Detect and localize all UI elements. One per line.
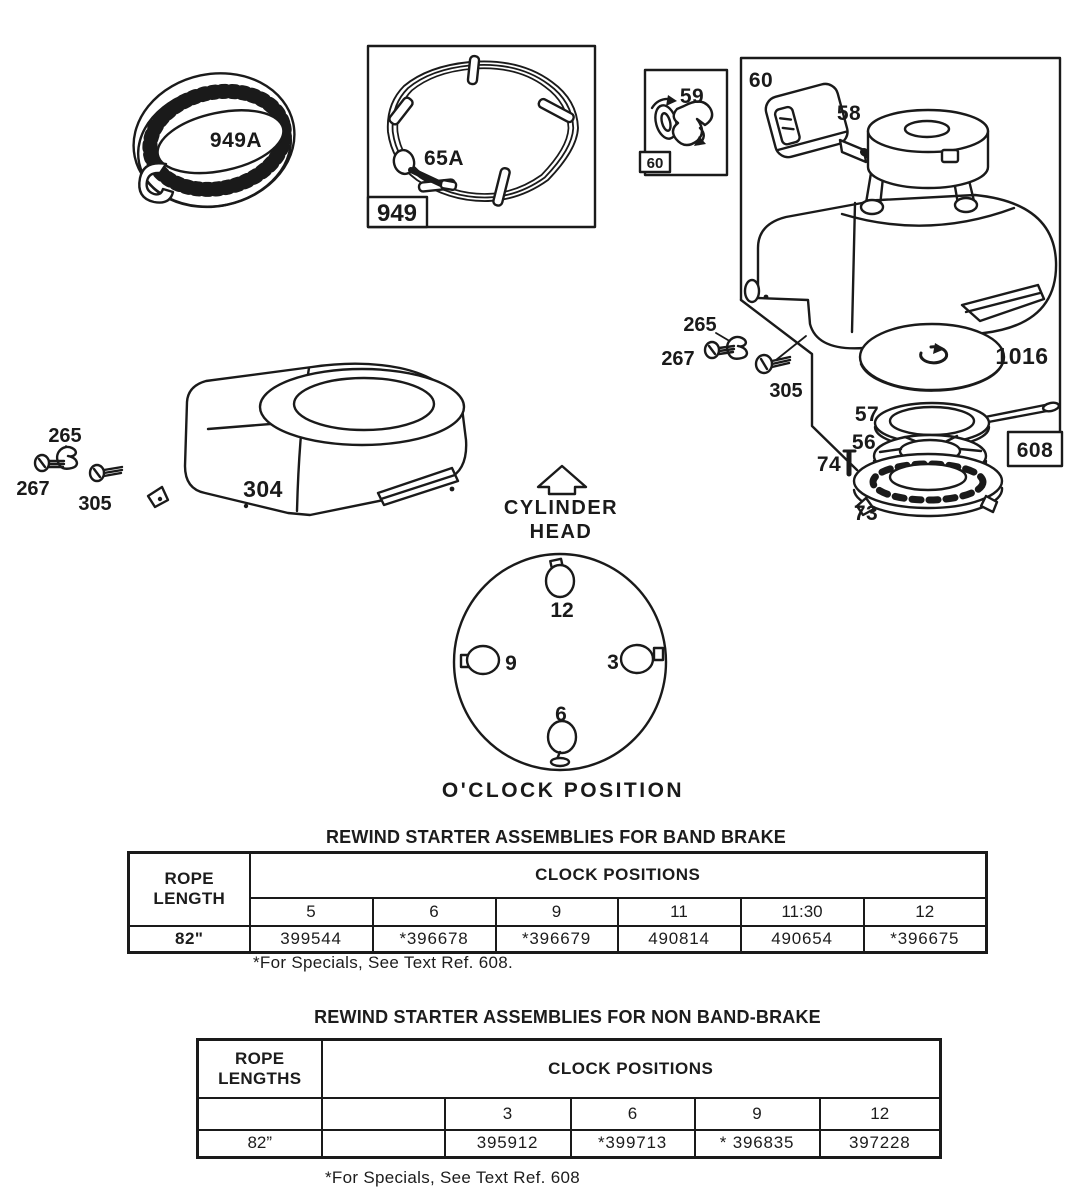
part-number-cell: 399544 xyxy=(250,926,373,953)
rope-lengths-header: ROPE LENGTHS xyxy=(198,1040,322,1098)
part-label-305-right: 305 xyxy=(769,380,803,402)
part-label-58: 58 xyxy=(836,102,862,125)
clock-number-3: 3 xyxy=(607,651,619,674)
rope-clip xyxy=(468,56,480,85)
band-brake-footnote: *For Specials, See Text Ref. 608. xyxy=(253,953,513,972)
part-label-59: 59 xyxy=(679,85,705,108)
non-band-brake-table xyxy=(196,1038,942,1159)
rope-length-header: ROPE LENGTH xyxy=(129,853,250,926)
part-label-949A: 949A xyxy=(209,129,263,152)
col-header: 12 xyxy=(864,898,987,926)
rope-end xyxy=(983,405,1047,423)
col-header: 6 xyxy=(373,898,496,926)
blank-cell xyxy=(198,1098,322,1130)
part-label-74: 74 xyxy=(816,453,842,476)
washer-1016-drawing xyxy=(860,324,1004,391)
rope-length-value: 82" xyxy=(129,926,250,953)
oclock-position-caption: O'CLOCK POSITION xyxy=(441,779,685,802)
rope-handle-3 xyxy=(621,645,653,673)
cylinder-head-arrow xyxy=(538,466,586,494)
bolt-305 xyxy=(90,465,122,481)
table-row xyxy=(198,1130,941,1158)
part-number-cell: 397228 xyxy=(820,1130,941,1158)
blower-housing-304-drawing xyxy=(148,364,466,515)
part-number-cell: 395912 xyxy=(445,1130,571,1158)
part-label-305-left: 305 xyxy=(78,493,112,515)
part-number-cell: 490814 xyxy=(618,926,741,953)
part-number-cell: *399713 xyxy=(571,1130,695,1158)
bolt-305 xyxy=(756,355,790,373)
col-header: 12 xyxy=(820,1098,941,1130)
part-label-65A: 65A xyxy=(423,147,465,170)
clock-number-9: 9 xyxy=(505,652,517,675)
band-brake-table-title: REWIND STARTER ASSEMBLIES FOR BAND BRAKE xyxy=(325,827,786,847)
part-number-cell: 490654 xyxy=(741,926,864,953)
blank-cell xyxy=(322,1098,445,1130)
part-label-265-left: 265 xyxy=(48,425,82,447)
non-band-brake-table-title: REWIND STARTER ASSEMBLIES FOR NON BAND-BRAKE xyxy=(314,1007,821,1027)
clock-number-6: 6 xyxy=(555,703,567,726)
part-label-265-right: 265 xyxy=(683,314,717,336)
clock-number-12: 12 xyxy=(550,599,574,622)
part-number-cell: *396679 xyxy=(496,926,618,953)
tag-60: 60 xyxy=(646,155,664,172)
part-label-1016: 1016 xyxy=(995,343,1049,369)
col-header: 9 xyxy=(695,1098,820,1130)
col-header: 3 xyxy=(445,1098,571,1130)
col-header: 5 xyxy=(250,898,373,926)
part-label-57: 57 xyxy=(854,403,880,426)
part-label-267-right: 267 xyxy=(661,348,695,370)
hardware-left-drawing xyxy=(35,446,122,481)
part-label-304: 304 xyxy=(243,476,283,502)
part-number-cell: *396678 xyxy=(373,926,496,953)
table-row xyxy=(129,926,987,953)
col-header: 9 xyxy=(496,898,618,926)
rope-length-value: 82” xyxy=(198,1130,322,1158)
part-label-60: 60 xyxy=(748,69,774,92)
cylinder-head-caption-line1: CYLINDER xyxy=(503,497,619,519)
clock-positions-header: CLOCK POSITIONS xyxy=(250,853,987,898)
tag-608: 608 xyxy=(1016,439,1054,462)
col-header: 11 xyxy=(618,898,741,926)
clock-positions-header: CLOCK POSITIONS xyxy=(322,1040,941,1098)
tag-949: 949 xyxy=(376,200,418,227)
rope-handle-9 xyxy=(467,646,499,674)
band-brake-table xyxy=(127,851,988,954)
col-header: 11:30 xyxy=(741,898,864,926)
col-header: 6 xyxy=(571,1098,695,1130)
cylinder-head-caption-line2: HEAD xyxy=(529,521,593,543)
blank-cell xyxy=(322,1130,445,1158)
part-number-cell: * 396835 xyxy=(695,1130,820,1158)
part-label-73: 73 xyxy=(853,502,879,525)
part-label-56: 56 xyxy=(851,431,877,454)
rope-handle-12 xyxy=(546,565,574,597)
clip-265 xyxy=(57,447,77,469)
non-band-brake-footnote: *For Specials, See Text Ref. 608 xyxy=(325,1168,580,1187)
clip-265 xyxy=(727,337,747,359)
part-number-cell: *396675 xyxy=(864,926,987,953)
part-label-267-left: 267 xyxy=(16,478,50,500)
